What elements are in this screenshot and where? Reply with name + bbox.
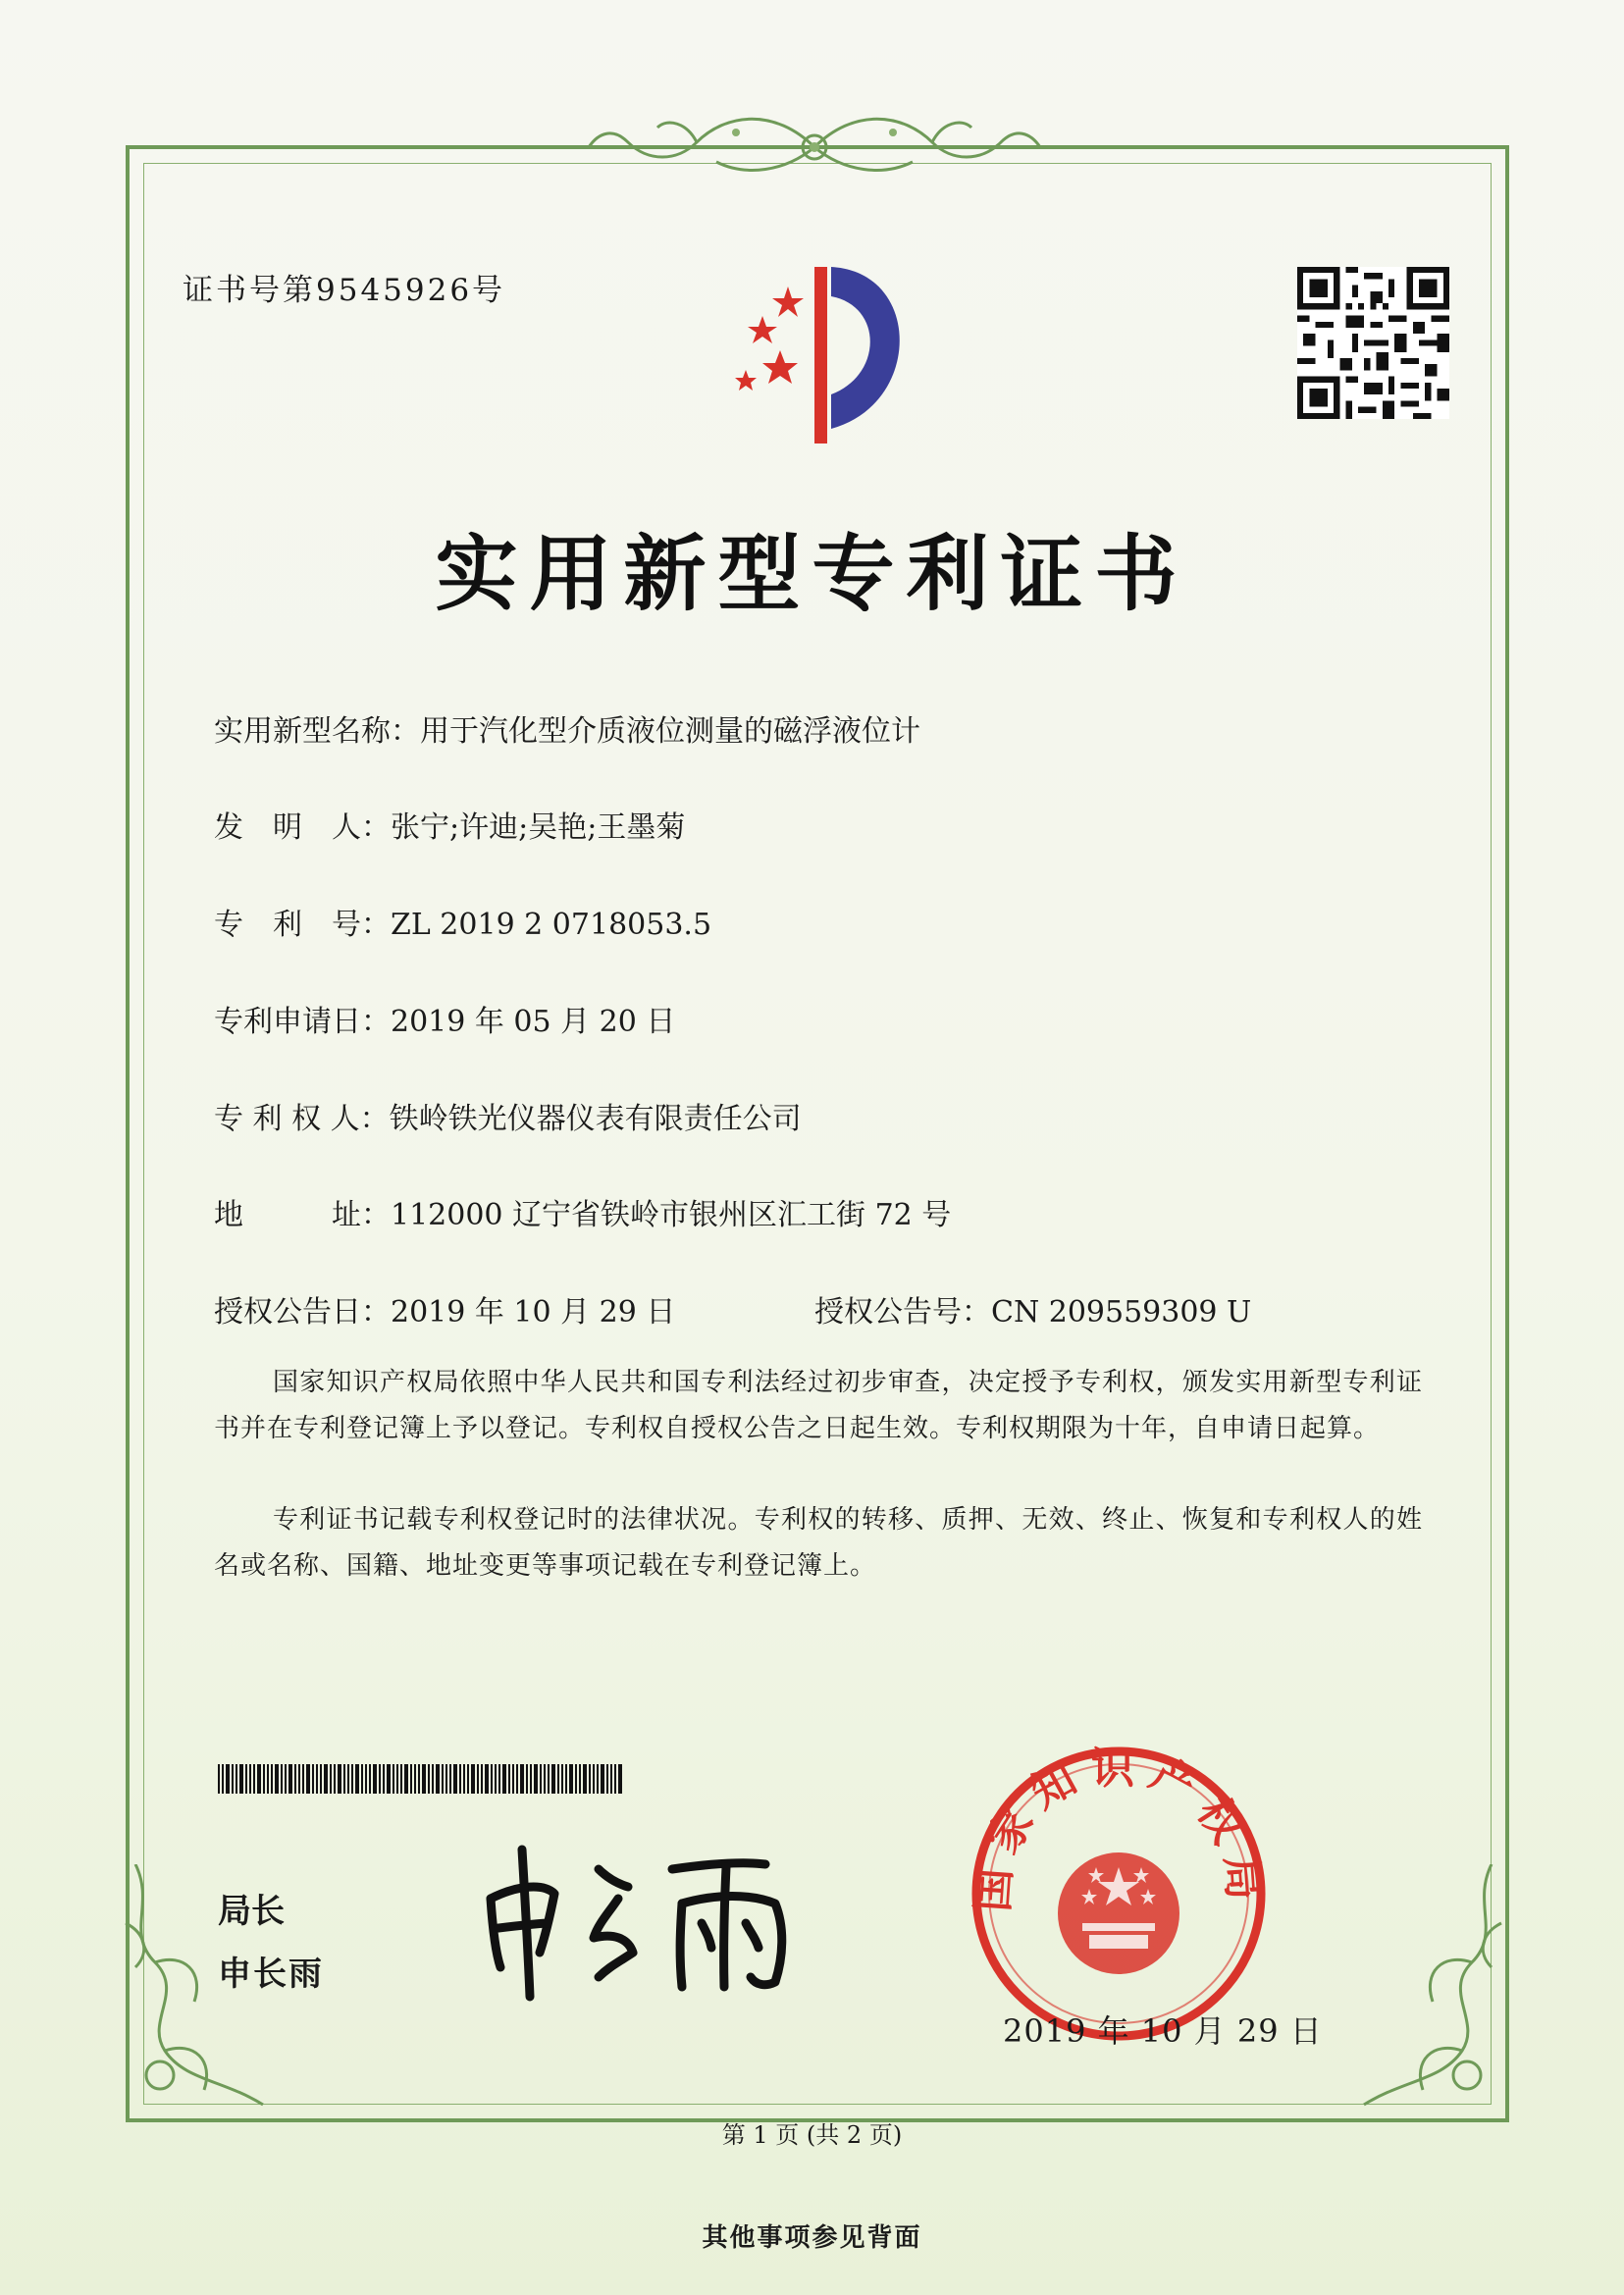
- patent-logo-icon: [702, 257, 937, 453]
- field-value: 铁岭铁光仪器仪表有限责任公司: [389, 1102, 802, 1136]
- statement-paragraph-2: 专利证书记载专利权登记时的法律状况。专利权的转移、质押、无效、终止、恢复和专利权人的姓名或名称、国籍、地址变更等事项记载在专利登记簿上。: [214, 1505, 1423, 1581]
- field-utility-model-name: [214, 706, 920, 750]
- director-title: 局长: [218, 1892, 285, 1931]
- field-application-date: [214, 997, 675, 1040]
- field-label: 地 址：: [214, 1198, 391, 1232]
- statement-paragraph-1: 国家知识产权局依照中华人民共和国专利法经过初步审查，决定授予专利权，颁发实用新型专利证书并在专利登记簿上予以登记。专利权自授权公告之日起生效。专利权期限为十年，自申请日起算。: [214, 1368, 1423, 1443]
- footer-note: 其他事项参见背面: [702, 2223, 922, 2253]
- page-number: 第 1 页 (共 2 页): [721, 2121, 903, 2149]
- field-value: 2019 年 10 月 29 日: [391, 1295, 676, 1330]
- field-value: ZL 2019 2 0718053.5: [391, 908, 712, 942]
- field-label: 发 明 人：: [214, 810, 391, 845]
- field-value: 用于汽化型介质液位测量的磁浮液位计: [420, 714, 920, 749]
- certificate-title: 实用新型专利证书: [435, 525, 1189, 622]
- qr-code-icon: [1297, 267, 1449, 419]
- field-label: 专 利 权 人：: [214, 1102, 390, 1136]
- signature-icon: [471, 1840, 824, 2007]
- bottom-right-ornament-icon: [1354, 1864, 1511, 2119]
- field-label: 专利申请日：: [214, 1005, 391, 1039]
- top-ornament-icon: [579, 103, 1050, 191]
- field-value: 112000 辽宁省铁岭市银州区汇工街 72 号: [391, 1198, 952, 1232]
- field-label: 专 利 号：: [214, 908, 391, 942]
- field-label: 实用新型名称：: [214, 714, 420, 749]
- official-seal-icon: [967, 1742, 1271, 2046]
- field-grant-date: [214, 1287, 675, 1330]
- director-name: 申长雨: [218, 1955, 324, 1994]
- certificate-number: 证书号第9545926号: [183, 273, 506, 308]
- svg-text:国家知识产权局: 国家知识产权局: [968, 1743, 1270, 1913]
- field-inventors: [214, 803, 685, 846]
- field-value: CN 209559309 U: [991, 1295, 1252, 1330]
- field-patent-number: [214, 900, 711, 943]
- field-address: [214, 1190, 951, 1233]
- field-value: 2019 年 05 月 20 日: [391, 1005, 676, 1039]
- field-label: 授权公告日：: [214, 1295, 391, 1330]
- field-value: 张宁;许迪;吴艳;王墨菊: [391, 810, 686, 845]
- barcode-icon: [218, 1764, 622, 1794]
- field-label: 授权公告号：: [814, 1295, 991, 1330]
- field-grant-number: [814, 1287, 1251, 1330]
- field-patentee: [214, 1094, 802, 1137]
- seal-date: 2019 年 10 月 29 日: [1003, 2012, 1323, 2050]
